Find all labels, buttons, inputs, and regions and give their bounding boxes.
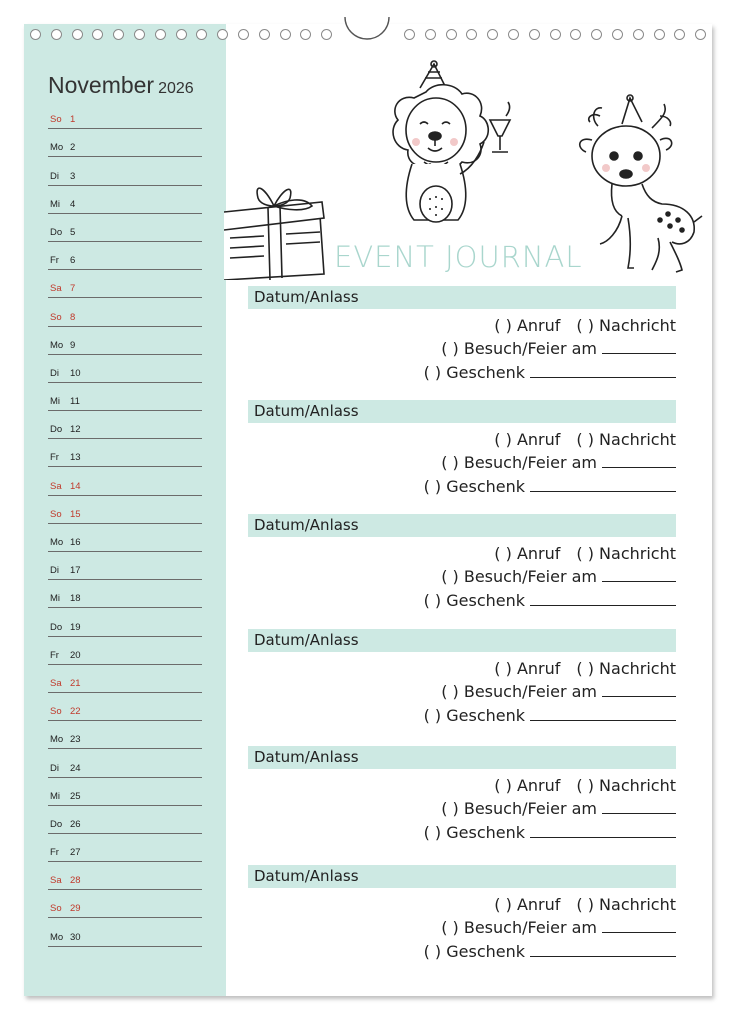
day-row xyxy=(48,439,202,467)
day-row xyxy=(48,778,202,806)
visit-date-blank[interactable] xyxy=(602,918,676,933)
weekday-label: Fr xyxy=(50,255,59,267)
weekday-label: So xyxy=(50,311,62,323)
weekday-label: Mo xyxy=(50,339,64,351)
weekday-label: Mi xyxy=(50,396,61,408)
fawn-illustration-icon xyxy=(572,92,706,280)
weekday-label: Fr xyxy=(50,649,59,661)
day-row xyxy=(48,524,202,552)
month-title xyxy=(48,72,194,99)
day-row xyxy=(48,327,202,355)
visit-line xyxy=(441,682,676,701)
journal-entry xyxy=(248,514,676,628)
message-option[interactable]: ( ) Nachricht xyxy=(576,544,676,563)
binding-hole-icon xyxy=(92,29,103,40)
weekday-label: Mo xyxy=(50,537,64,548)
gift-blank[interactable] xyxy=(530,363,676,378)
day-row xyxy=(48,298,202,326)
weekday-label: Fr xyxy=(50,452,59,464)
weekday-label: Fr xyxy=(50,847,59,859)
binding-hole-icon xyxy=(529,29,540,40)
call-option[interactable]: ( ) Anruf xyxy=(494,316,561,335)
binding-hole-icon xyxy=(466,29,477,40)
gift-line xyxy=(424,823,676,842)
visit-date-blank[interactable] xyxy=(602,682,676,697)
weekday-label: Mo xyxy=(50,142,64,154)
binding-hole-icon xyxy=(51,29,62,40)
day-number: 19 xyxy=(70,621,81,633)
binding-hole-icon xyxy=(612,29,623,40)
day-row xyxy=(48,721,202,749)
binding-hole-icon xyxy=(674,29,685,40)
binding-hole-icon xyxy=(155,29,166,40)
message-option[interactable]: ( ) Nachricht xyxy=(576,430,676,449)
gift-option[interactable]: ( ) Geschenk xyxy=(423,942,525,961)
binding-hole-icon xyxy=(72,29,83,40)
day-number: 8 xyxy=(70,311,76,323)
visit-line xyxy=(441,799,676,818)
gift-box-illustration-icon xyxy=(224,182,328,280)
gift-line xyxy=(424,363,676,382)
contact-options xyxy=(494,659,676,678)
binding-hole-icon xyxy=(404,29,415,40)
day-row xyxy=(48,129,202,157)
day-row xyxy=(48,693,202,721)
gift-line xyxy=(424,477,676,496)
entry-header-label: Datum/Anlass xyxy=(254,748,359,766)
contact-options xyxy=(494,430,676,449)
binding-hole-icon xyxy=(217,29,228,40)
day-number: 22 xyxy=(70,706,81,718)
journal-entry xyxy=(248,865,676,979)
weekday-label: Mo xyxy=(50,734,64,746)
visit-line xyxy=(441,453,676,472)
gift-option[interactable]: ( ) Geschenk xyxy=(423,363,525,382)
call-option[interactable]: ( ) Anruf xyxy=(494,659,561,678)
entry-header-label: Datum/Anlass xyxy=(254,402,359,420)
weekday-label: So xyxy=(50,903,62,915)
binding-hole-icon xyxy=(176,29,187,40)
day-number: 13 xyxy=(70,452,81,464)
day-number: 5 xyxy=(70,226,76,238)
contact-options xyxy=(494,544,676,563)
binding-hole-icon xyxy=(300,29,311,40)
contact-options xyxy=(494,895,676,914)
binding-hole-icon xyxy=(550,29,561,40)
day-number: 7 xyxy=(70,283,76,295)
visit-option[interactable]: ( ) Besuch/Feier am xyxy=(441,567,597,586)
binding-hole-icon xyxy=(508,29,519,40)
day-number: 6 xyxy=(70,255,76,267)
weekday-label: Sa xyxy=(50,875,62,887)
binding-hole-icon xyxy=(259,29,270,40)
message-option[interactable]: ( ) Nachricht xyxy=(576,776,676,795)
day-row xyxy=(48,467,202,495)
entry-header-label: Datum/Anlass xyxy=(254,288,359,306)
day-number: 11 xyxy=(70,396,80,408)
message-option[interactable]: ( ) Nachricht xyxy=(576,659,676,678)
binding-hole-icon xyxy=(425,29,436,40)
visit-option[interactable]: ( ) Besuch/Feier am xyxy=(441,682,597,701)
day-row xyxy=(48,890,202,918)
contact-options xyxy=(494,776,676,795)
binding-hole-icon xyxy=(134,29,145,40)
weekday-label: Di xyxy=(50,170,59,182)
weekday-label: Mi xyxy=(50,593,61,605)
day-number: 17 xyxy=(70,565,81,577)
weekday-label: Mo xyxy=(50,931,64,943)
visit-option[interactable]: ( ) Besuch/Feier am xyxy=(441,918,597,937)
day-row xyxy=(48,242,202,270)
call-option[interactable]: ( ) Anruf xyxy=(494,544,561,563)
binding-hole-icon xyxy=(570,29,581,40)
day-row xyxy=(48,749,202,777)
binding-hole-icon xyxy=(695,29,706,40)
day-row xyxy=(48,608,202,636)
binding-hole-icon xyxy=(238,29,249,40)
day-row xyxy=(48,270,202,298)
binding-hole-icon xyxy=(487,29,498,40)
day-row xyxy=(48,580,202,608)
visit-line xyxy=(441,339,676,358)
day-number: 21 xyxy=(70,677,81,689)
gift-option[interactable]: ( ) Geschenk xyxy=(423,477,525,496)
day-number: 20 xyxy=(70,649,81,661)
visit-date-blank[interactable] xyxy=(602,453,676,468)
call-option[interactable]: ( ) Anruf xyxy=(494,776,561,795)
day-number: 24 xyxy=(70,762,81,774)
day-row xyxy=(48,834,202,862)
weekday-label: Di xyxy=(50,367,59,379)
visit-option[interactable]: ( ) Besuch/Feier am xyxy=(441,453,597,472)
weekday-label: Do xyxy=(50,424,63,436)
weekday-label: So xyxy=(50,706,62,718)
journal-entry xyxy=(248,400,676,514)
year: 2026 xyxy=(158,80,194,97)
gift-blank[interactable] xyxy=(530,942,676,957)
day-number: 16 xyxy=(70,537,81,548)
weekday-label: Di xyxy=(50,565,59,577)
weekday-label: Mi xyxy=(50,790,61,802)
day-row xyxy=(48,552,202,580)
gift-blank[interactable] xyxy=(530,477,676,492)
day-row xyxy=(48,496,202,524)
binding-hole-icon xyxy=(591,29,602,40)
entry-header-label: Datum/Anlass xyxy=(254,631,359,649)
day-row xyxy=(48,101,202,129)
day-number: 1 xyxy=(70,114,76,126)
binding-hole-icon xyxy=(280,29,291,40)
message-option[interactable]: ( ) Nachricht xyxy=(576,895,676,914)
journal-entry xyxy=(248,286,676,400)
day-row xyxy=(48,214,202,242)
binding-hole-icon xyxy=(196,29,207,40)
binding-hole-icon xyxy=(30,29,41,40)
gift-line xyxy=(424,942,676,961)
weekday-label: Sa xyxy=(50,480,62,492)
day-row xyxy=(48,411,202,439)
visit-line xyxy=(441,918,676,937)
day-number: 26 xyxy=(70,818,81,830)
visit-line xyxy=(441,567,676,586)
entry-header-label: Datum/Anlass xyxy=(254,516,359,534)
binding-hole-icon xyxy=(113,29,124,40)
day-number: 30 xyxy=(70,931,81,943)
weekday-label: Di xyxy=(50,762,59,774)
weekday-label: Do xyxy=(50,818,63,830)
call-option[interactable]: ( ) Anruf xyxy=(494,430,561,449)
journal-entry xyxy=(248,629,676,743)
gift-option[interactable]: ( ) Geschenk xyxy=(423,591,525,610)
weekday-label: So xyxy=(50,508,62,520)
journal-entry xyxy=(248,746,676,860)
day-number: 12 xyxy=(70,424,81,436)
gift-line xyxy=(424,591,676,610)
day-number: 29 xyxy=(70,903,81,915)
day-row xyxy=(48,637,202,665)
month-name: November xyxy=(48,72,155,98)
visit-date-blank[interactable] xyxy=(602,567,676,582)
day-number: 3 xyxy=(70,170,76,182)
day-row xyxy=(48,383,202,411)
gift-line xyxy=(424,706,676,725)
binding-hole-icon xyxy=(321,29,332,40)
journal-title: EVENT JOURNAL xyxy=(334,240,583,274)
day-number: 27 xyxy=(70,847,81,859)
message-option[interactable]: ( ) Nachricht xyxy=(576,316,676,335)
day-number: 23 xyxy=(70,734,81,746)
day-number: 15 xyxy=(70,508,81,520)
day-number: 25 xyxy=(70,790,81,802)
visit-date-blank[interactable] xyxy=(602,799,676,814)
day-row xyxy=(48,806,202,834)
gift-blank[interactable] xyxy=(530,706,676,721)
day-row xyxy=(48,157,202,185)
weekday-label: Mi xyxy=(50,198,61,210)
day-number: 4 xyxy=(70,198,76,210)
call-option[interactable]: ( ) Anruf xyxy=(494,895,561,914)
day-number: 2 xyxy=(70,142,76,154)
entry-header-label: Datum/Anlass xyxy=(254,867,359,885)
day-number: 9 xyxy=(70,339,76,351)
day-number: 18 xyxy=(70,593,81,605)
contact-options xyxy=(494,316,676,335)
binding-hole-icon xyxy=(633,29,644,40)
lion-illustration-icon xyxy=(384,58,516,236)
visit-option[interactable]: ( ) Besuch/Feier am xyxy=(441,339,597,358)
gift-option[interactable]: ( ) Geschenk xyxy=(423,706,525,725)
weekday-label: So xyxy=(50,114,62,126)
day-list xyxy=(48,101,202,947)
gift-blank[interactable] xyxy=(530,823,676,838)
visit-option[interactable]: ( ) Besuch/Feier am xyxy=(441,799,597,818)
gift-blank[interactable] xyxy=(530,591,676,606)
day-number: 28 xyxy=(70,875,81,887)
weekday-label: Do xyxy=(50,621,63,633)
binding-hole-icon xyxy=(446,29,457,40)
day-row xyxy=(48,355,202,383)
day-row xyxy=(48,186,202,214)
day-row xyxy=(48,665,202,693)
day-row xyxy=(48,918,202,946)
binding-hole-icon xyxy=(654,29,665,40)
day-number: 14 xyxy=(70,480,81,492)
day-row xyxy=(48,862,202,890)
visit-date-blank[interactable] xyxy=(602,339,676,354)
day-number: 10 xyxy=(70,367,81,379)
gift-option[interactable]: ( ) Geschenk xyxy=(423,823,525,842)
weekday-label: Sa xyxy=(50,283,62,295)
weekday-label: Sa xyxy=(50,677,62,689)
weekday-label: Do xyxy=(50,226,63,238)
wall-hanger-icon xyxy=(343,15,391,45)
